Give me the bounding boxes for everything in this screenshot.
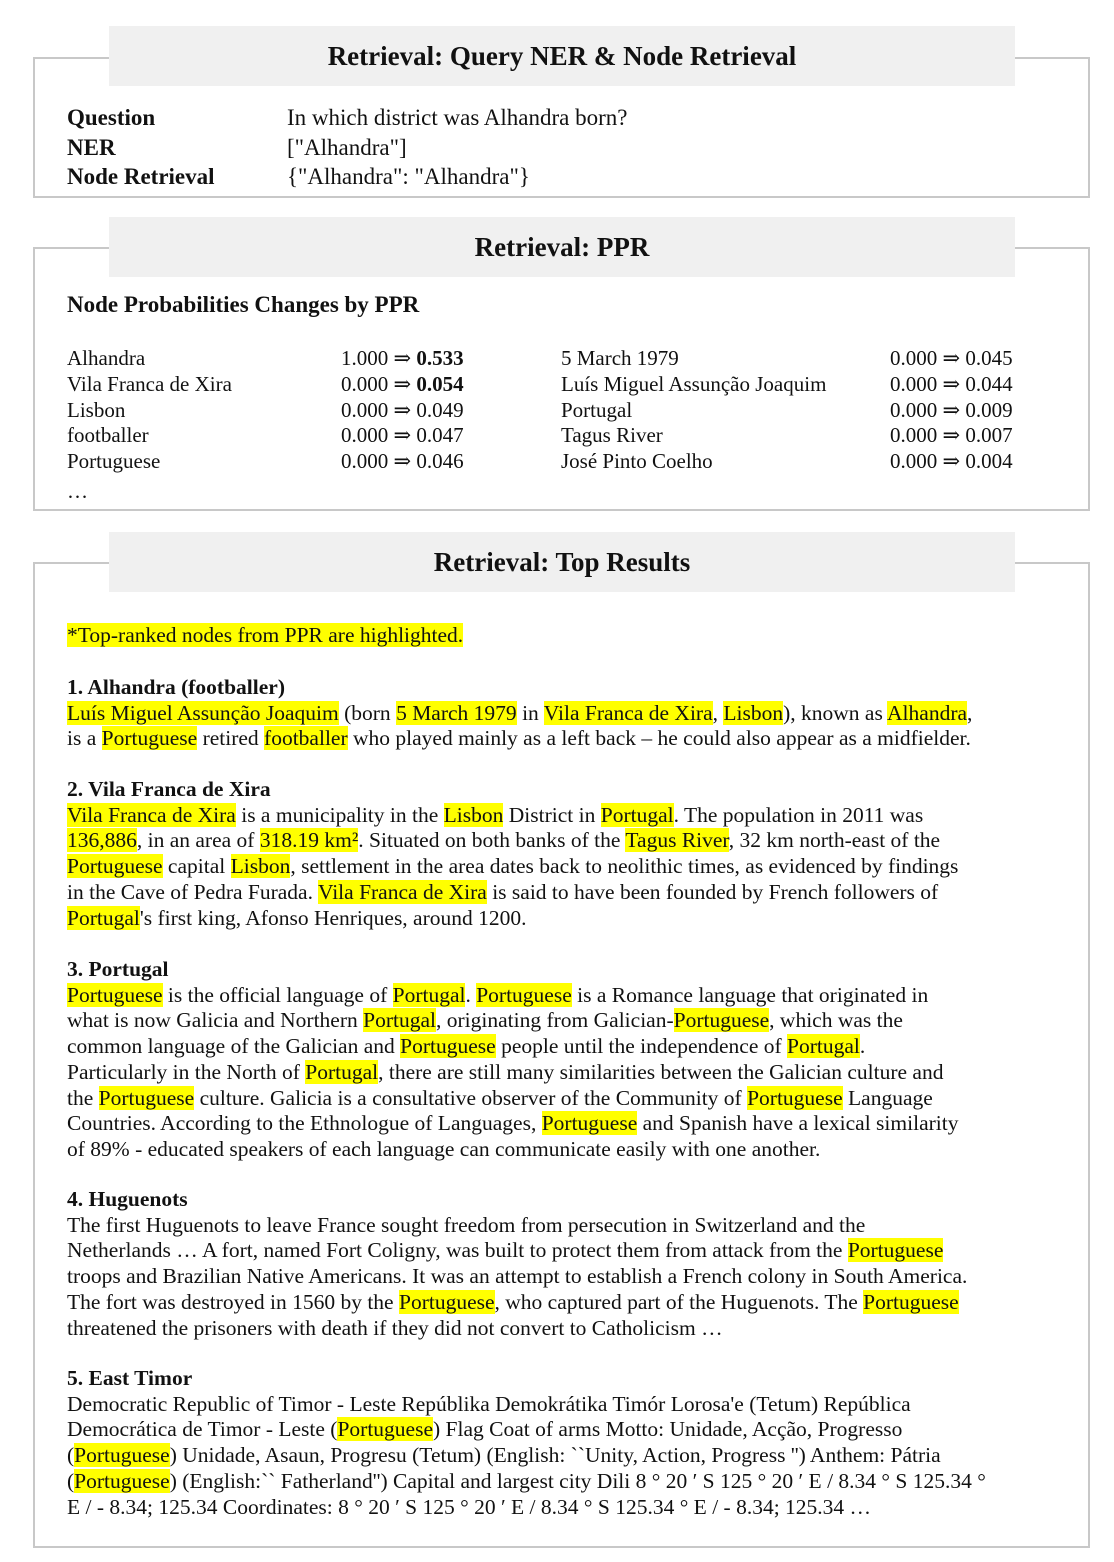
highlighted-node: Portuguese — [67, 982, 163, 1007]
doc-text: is the official language of — [162, 982, 393, 1007]
highlighted-node: Luís Miguel Assunção Joaquim — [67, 700, 339, 725]
highlighted-node: Portuguese — [67, 854, 163, 879]
highlighted-node: Portuguese — [541, 1111, 638, 1136]
doc-text: what is now Galicia and Northern — [67, 1008, 364, 1033]
ner-panel-title: Retrieval: Query NER & Node Retrieval — [109, 26, 1015, 86]
result-doc-title: 5. East Timor — [67, 1366, 193, 1390]
result-doc-line — [67, 1264, 967, 1290]
result-doc-line — [67, 828, 958, 854]
result-doc-line — [67, 726, 972, 752]
ppr-node-name-right: José Pinto Coelho — [561, 449, 713, 473]
ppr-node-prob-left: 0.000 ⇒ 0.047 — [341, 423, 464, 447]
results-note-text: *Top-ranked nodes from PPR are highlighted. — [67, 623, 464, 647]
doc-text: ) Flag Coat of arms Motto: Unidade, Acção, Progresso — [433, 1417, 903, 1442]
highlighted-node: Portugal — [600, 802, 674, 827]
highlighted-node: Portugal — [392, 982, 466, 1007]
doc-text: . — [465, 982, 477, 1007]
doc-text: . — [859, 1034, 866, 1059]
result-doc — [67, 675, 972, 752]
highlighted-node: Portuguese — [863, 1289, 959, 1314]
highlighted-node: Vila Franca de Xira — [317, 879, 487, 904]
result-doc-line — [67, 1137, 958, 1163]
highlighted-node: Lisbon — [230, 854, 291, 879]
ppr-node-prob-left: 0.000 ⇒ 0.049 — [341, 398, 464, 422]
result-doc-line — [67, 1086, 958, 1112]
doc-text: threatened the prisoners with death if they did not convert to Catholicism … — [67, 1315, 723, 1340]
highlighted-node: Portuguese — [101, 726, 198, 751]
result-doc-line — [67, 1392, 986, 1418]
highlighted-node: Portuguese — [74, 1443, 170, 1468]
doc-text: in the Cave of Pedra Furada. — [67, 879, 318, 904]
doc-text: ( — [67, 1443, 75, 1468]
doc-text: , which was the — [769, 1008, 903, 1033]
doc-text: people until the independence of — [495, 1034, 788, 1059]
result-doc-line — [67, 880, 958, 906]
doc-text: , in an area of — [136, 828, 260, 853]
doc-text: Democrática de Timor - Leste ( — [67, 1417, 338, 1442]
highlighted-node: Portugal — [305, 1059, 379, 1084]
result-doc-line — [67, 1238, 967, 1264]
highlighted-node: Portugal — [67, 905, 140, 930]
result-doc-line — [67, 1495, 986, 1521]
result-doc-line — [67, 1008, 958, 1034]
doc-text: culture. Galicia is a consultative observer of the Community of — [194, 1085, 748, 1110]
ppr-node-prob-right: 0.000 ⇒ 0.044 — [890, 372, 1013, 396]
results-note — [67, 623, 463, 649]
ppr-panel-title: Retrieval: PPR — [109, 217, 1015, 277]
result-doc-title: 1. Alhandra (footballer) — [67, 675, 285, 699]
highlighted-node: Lisbon — [443, 802, 504, 827]
ppr-node-name-left: Alhandra — [67, 346, 146, 370]
result-doc — [67, 1187, 967, 1341]
result-doc-line — [67, 1469, 986, 1495]
ppr-node-name-left: Portuguese — [67, 449, 161, 473]
result-doc — [67, 777, 958, 931]
highlighted-node: Lisbon — [723, 700, 784, 725]
ner-row-label: Node Retrieval — [67, 164, 215, 189]
doc-text: and Spanish have a lexical similarity — [637, 1111, 959, 1136]
highlighted-node: Portuguese — [747, 1085, 843, 1110]
ppr-node-name-right: Portugal — [561, 398, 633, 422]
ppr-node-prob-right: 0.000 ⇒ 0.007 — [890, 423, 1013, 447]
result-doc-line — [67, 803, 958, 829]
doc-text: who played mainly as a left back – he could also appear as a midfielder. — [347, 726, 971, 751]
doc-text: , — [967, 700, 973, 725]
ppr-node-name-right: Tagus River — [561, 423, 663, 447]
ppr-node-name-left: Vila Franca de Xira — [67, 372, 232, 396]
doc-text: of 89% - educated speakers of each language can communicate easily with one another. — [67, 1136, 821, 1161]
highlighted-node: Tagus River — [625, 828, 729, 853]
doc-text: is a Romance language that originated in — [571, 982, 929, 1007]
highlighted-node: 318.19 km² — [259, 828, 359, 853]
result-doc-line — [67, 701, 972, 727]
doc-text: troops and Brazilian Native Americans. It was an attempt to establish a French colony in South America. — [67, 1264, 968, 1289]
ppr-node-prob-left: 0.000 ⇒ 0.046 — [341, 449, 464, 473]
result-doc-title: 4. Huguenots — [67, 1187, 188, 1211]
ppr-node-name-left: footballer — [67, 423, 149, 447]
doc-text: ), known as — [783, 700, 888, 725]
ner-row-value: ["Alhandra"] — [287, 135, 407, 160]
result-doc-line — [67, 1290, 967, 1316]
highlighted-node: 5 March 1979 — [396, 700, 517, 725]
doc-text: The fort was destroyed in 1560 by the — [67, 1289, 399, 1314]
doc-text: ) (English:`` Fatherland'') Capital and largest city Dili 8 ° 20 ′ S 125 ° 20 ′ E / 8.34 ° S 125.34 ° — [169, 1468, 986, 1493]
ppr-node-prob-left: 0.000 ⇒ 0.054 — [341, 372, 464, 396]
highlighted-node: Portuguese — [847, 1238, 944, 1263]
doc-text: ( — [67, 1468, 75, 1493]
result-doc-line — [67, 1034, 958, 1060]
highlighted-node: footballer — [264, 726, 348, 751]
result-doc-line — [67, 1316, 967, 1342]
doc-text: retired — [197, 726, 265, 751]
ppr-node-prob-right: 0.000 ⇒ 0.045 — [890, 346, 1013, 370]
doc-text: the — [67, 1085, 99, 1110]
highlighted-node: Alhandra — [887, 700, 968, 725]
ppr-node-name-left: Lisbon — [67, 398, 126, 422]
highlighted-node: Portugal — [363, 1008, 436, 1033]
doc-text: . The population in 2011 was — [673, 802, 924, 827]
highlighted-node: Portuguese — [98, 1085, 195, 1110]
doc-text: in — [516, 700, 544, 725]
highlighted-node: Vila Franca de Xira — [543, 700, 713, 725]
result-doc-line — [67, 906, 958, 932]
doc-text: is a municipality in the — [235, 802, 444, 827]
doc-text: is said to have been founded by French followers of — [486, 879, 939, 904]
doc-text: , — [712, 700, 724, 725]
ppr-node-prob-right: 0.000 ⇒ 0.004 — [890, 449, 1013, 473]
ppr-node-prob-right: 0.000 ⇒ 0.009 — [890, 398, 1013, 422]
doc-text: , 32 km north-east of the — [728, 828, 941, 853]
result-doc-title: 2. Vila Franca de Xira — [67, 777, 271, 801]
highlighted-node: Portuguese — [476, 982, 572, 1007]
doc-text: E / - 8.34; 125.34 Coordinates: 8 ° 20 ′ S 125 ° 20 ′ E / 8.34 ° S 125.34 ° E / - 8.34; 125.34 … — [67, 1494, 872, 1519]
ner-row-value: {"Alhandra": "Alhandra"} — [287, 164, 530, 189]
doc-text: Netherlands … A fort, named Fort Coligny, was built to protect them from attack from the — [67, 1238, 848, 1263]
result-doc — [67, 957, 958, 1163]
highlighted-node: Portuguese — [400, 1034, 496, 1059]
result-doc-line — [67, 1417, 986, 1443]
doc-text: Language — [842, 1085, 933, 1110]
ppr-node-name-right: Luís Miguel Assunção Joaquim — [561, 372, 827, 396]
ppr-node-prob-left: 1.000 ⇒ 0.533 — [341, 346, 464, 370]
result-doc-line — [67, 1060, 958, 1086]
result-doc — [67, 1366, 986, 1520]
doc-text: common language of the Galician and — [67, 1034, 401, 1059]
ner-row-label: NER — [67, 135, 116, 160]
doc-text: Particularly in the North of — [67, 1059, 306, 1084]
doc-text: The first Huguenots to leave France sought freedom from persecution in Switzerland and the — [67, 1212, 866, 1237]
doc-text: 's first king, Afonso Henriques, around 1200. — [139, 905, 527, 930]
ppr-subtitle: Node Probabilities Changes by PPR — [67, 292, 420, 317]
doc-text: , there are still many similarities between the Galician culture and — [378, 1059, 944, 1084]
doc-text: is a — [67, 726, 102, 751]
doc-text: Countries. According to the Ethnologue of Languages, — [67, 1111, 542, 1136]
result-doc-line — [67, 854, 958, 880]
highlighted-node: Portuguese — [74, 1468, 170, 1493]
result-doc-line — [67, 1111, 958, 1137]
doc-text: , who captured part of the Huguenots. The — [494, 1289, 864, 1314]
doc-text: ) Unidade, Asaun, Progresu (Tetum) (English: ``Unity, Action, Progress '') Anthem: Pátria — [169, 1443, 941, 1468]
doc-text: , settlement in the area dates back to neolithic times, as evidenced by findings — [290, 854, 959, 879]
doc-text: capital — [162, 854, 231, 879]
doc-text: District in — [503, 802, 601, 827]
highlighted-node: Portuguese — [673, 1008, 770, 1033]
ppr-node-name-right: 5 March 1979 — [561, 346, 679, 370]
highlighted-node: Vila Franca de Xira — [67, 802, 236, 827]
results-panel-title: Retrieval: Top Results — [109, 532, 1015, 592]
highlighted-node: Portuguese — [337, 1417, 434, 1442]
doc-text: (born — [338, 700, 397, 725]
doc-text: . Situated on both banks of the — [358, 828, 626, 853]
doc-text: Democratic Republic of Timor - Leste Repúblika Demokrátika Timór Lorosa'e (Tetum) República — [67, 1391, 911, 1416]
result-doc-line — [67, 1213, 967, 1239]
highlighted-node: Portuguese — [398, 1289, 495, 1314]
doc-text: , originating from Galician- — [436, 1008, 674, 1033]
ner-row-label: Question — [67, 105, 156, 130]
highlighted-node: Portugal — [787, 1034, 860, 1059]
highlighted-node: 136,886 — [67, 828, 137, 853]
result-doc-line — [67, 983, 958, 1009]
ner-row-value: In which district was Alhandra born? — [287, 105, 628, 130]
ppr-ellipsis: … — [67, 479, 88, 503]
result-doc-title: 3. Portugal — [67, 957, 169, 981]
result-doc-line — [67, 1443, 986, 1469]
